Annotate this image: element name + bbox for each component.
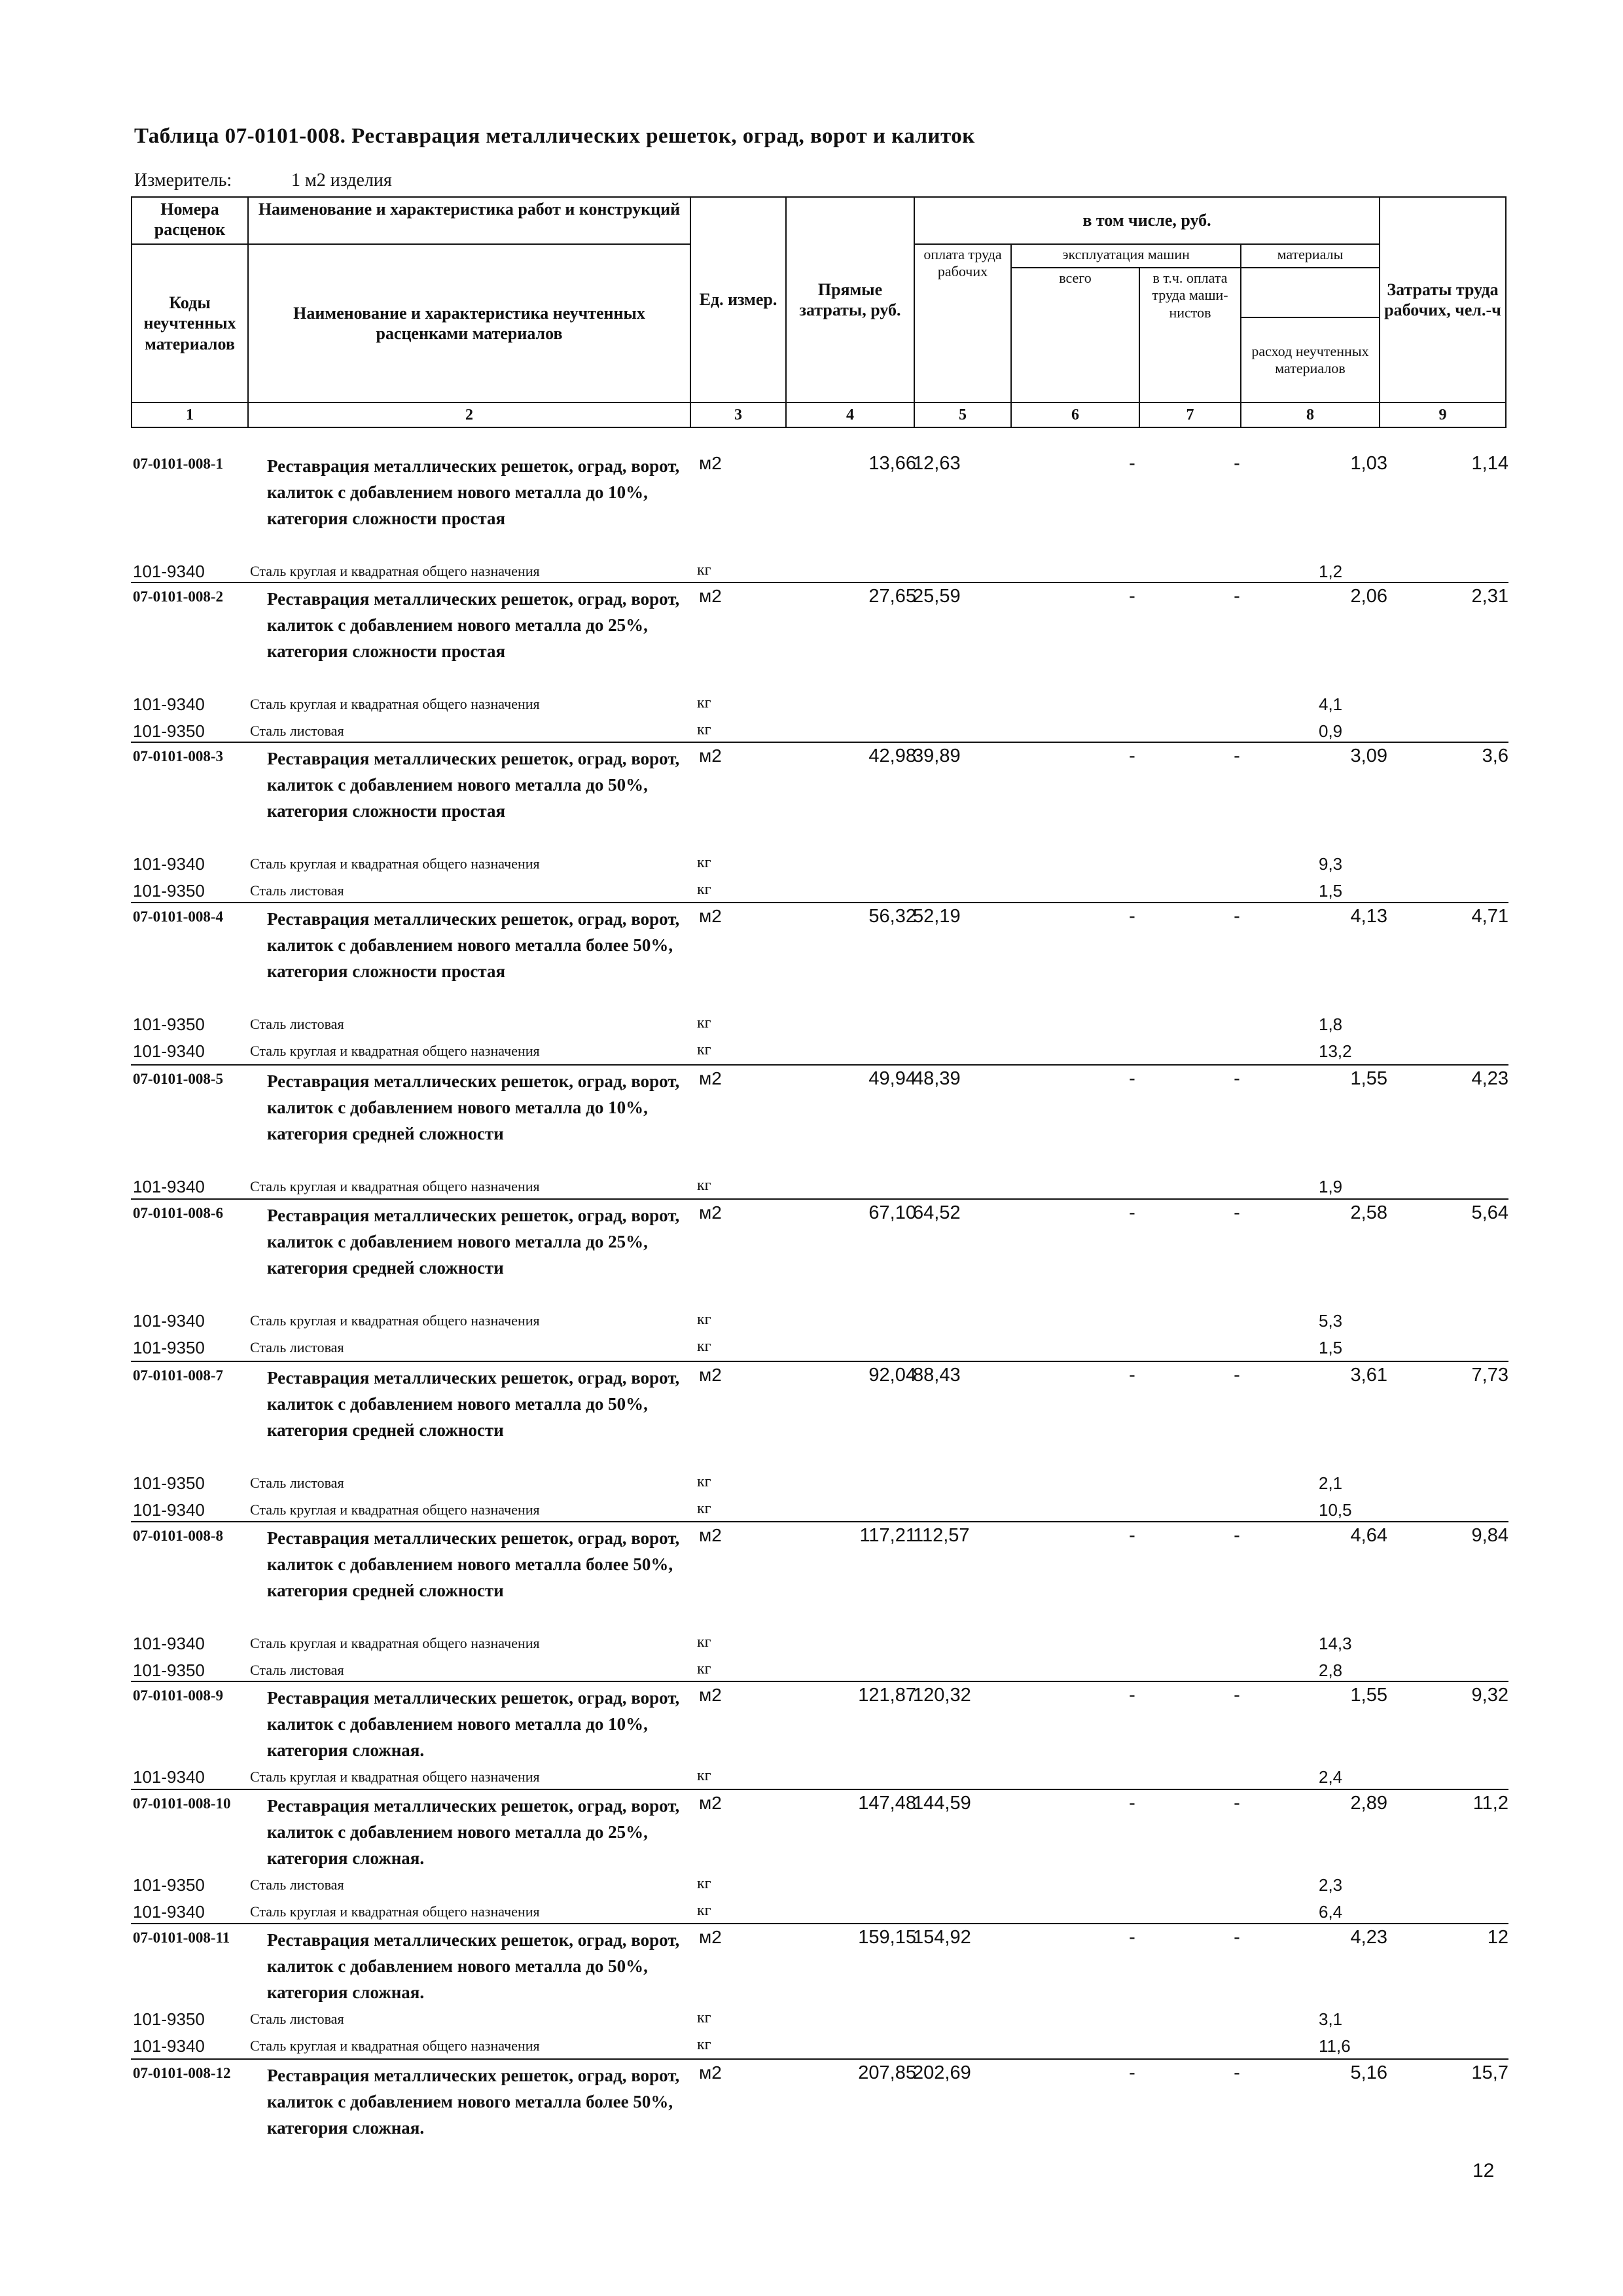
material-unit: кг	[697, 1500, 711, 1517]
header-col5: оплата труда рабочих	[914, 244, 1011, 403]
material-name: Сталь круглая и квадратная общего назначения	[250, 1178, 540, 1194]
table-title: Таблица 07-0101-008. Реставрация металлических решеток, оград, ворот и калиток	[134, 124, 975, 148]
material-code: 101-9350	[133, 1473, 205, 1493]
row-separator	[131, 1789, 1508, 1790]
header-num: 1	[132, 403, 248, 427]
material-qty: 2,1	[1319, 1473, 1343, 1493]
rate-code: 07-0101-008-10	[133, 1795, 231, 1812]
machines-total: -	[1129, 1365, 1135, 1386]
labor-hours: 5,64	[1471, 1202, 1508, 1223]
labor-hours: 3,6	[1482, 745, 1508, 766]
material-code: 101-9350	[133, 721, 205, 741]
direct-costs: 42,98	[868, 745, 916, 766]
material-name: Сталь листовая	[250, 723, 344, 739]
material-name: Сталь листовая	[250, 1475, 344, 1491]
labor-pay: 64,52	[913, 1202, 961, 1223]
material-name: Сталь листовая	[250, 1016, 344, 1032]
row-separator	[131, 2058, 1508, 2060]
direct-costs: 49,94	[868, 1068, 916, 1089]
labor-hours: 11,2	[1472, 1793, 1508, 1814]
header-materials: материалы	[1241, 244, 1380, 268]
labor-pay: 112,57	[913, 1525, 970, 1546]
header-col7: в т.ч. оплата труда маши-нистов	[1139, 268, 1241, 403]
material-qty: 3,1	[1319, 2009, 1343, 2029]
material-code: 101-9340	[133, 1767, 205, 1787]
unit: м2	[699, 1525, 722, 1545]
row-separator	[131, 1923, 1508, 1924]
material-code: 101-9340	[133, 2036, 205, 2056]
rate-code: 07-0101-008-3	[133, 748, 223, 764]
header-col8: расход неучтенных материалов	[1241, 317, 1380, 403]
header-num: 3	[690, 403, 786, 427]
unit: м2	[699, 1793, 722, 1813]
material-code: 101-9340	[133, 694, 205, 714]
header-num: 6	[1011, 403, 1139, 427]
material-name: Сталь листовая	[250, 2011, 344, 2027]
material-unit: кг	[697, 694, 711, 711]
rate-code: 07-0101-008-12	[133, 2065, 231, 2081]
material-code: 101-9350	[133, 881, 205, 901]
direct-costs: 117,21	[859, 1525, 916, 1546]
materials-cost: 2,06	[1350, 586, 1387, 607]
row-separator	[131, 1361, 1508, 1362]
labor-hours: 12	[1487, 1927, 1508, 1948]
rate-code: 07-0101-008-6	[133, 1205, 223, 1221]
unit: м2	[699, 1202, 722, 1223]
labor-pay: 12,63	[913, 453, 961, 474]
labor-pay: 52,19	[913, 906, 961, 927]
labor-hours: 4,23	[1471, 1068, 1508, 1089]
material-code: 101-9350	[133, 1875, 205, 1895]
labor-hours: 1,14	[1471, 453, 1508, 474]
row-separator	[131, 582, 1508, 583]
material-name: Сталь круглая и квадратная общего назначения	[250, 855, 540, 872]
rate-code: 07-0101-008-9	[133, 1687, 223, 1704]
direct-costs: 207,85	[858, 2062, 916, 2083]
material-unit: кг	[697, 1767, 711, 1784]
machines-total: -	[1129, 1927, 1135, 1948]
direct-costs: 27,65	[868, 586, 916, 607]
machines-total: -	[1129, 453, 1135, 474]
rate-code: 07-0101-008-11	[133, 1929, 230, 1946]
unit: м2	[699, 906, 722, 926]
material-qty: 1,5	[1319, 1338, 1343, 1357]
material-unit: кг	[697, 1041, 711, 1058]
work-description: Реставрация металлических решеток, оград, ворот, калиток с добавлением нового металла до 10%, категория средней сложности	[267, 1071, 680, 1143]
material-name: Сталь листовая	[250, 1662, 344, 1678]
material-name: Сталь круглая и квадратная общего назначения	[250, 1903, 540, 1920]
material-qty: 0,9	[1319, 721, 1343, 741]
material-code: 101-9350	[133, 1338, 205, 1357]
material-unit: кг	[697, 1014, 711, 1031]
unit: м2	[699, 1365, 722, 1385]
header-group: в том числе, руб.	[914, 197, 1380, 244]
materials-cost: 2,89	[1350, 1793, 1387, 1814]
machines-operators: -	[1234, 1365, 1240, 1386]
work-description: Реставрация металлических решеток, оград, ворот, калиток с добавлением нового металла более 50%, категория сложности простая	[267, 909, 680, 981]
material-qty: 2,3	[1319, 1875, 1343, 1895]
header-num: 8	[1241, 403, 1380, 427]
header-col2-bottom: Наименование и характеристика неучтенных расценками материалов	[248, 244, 690, 403]
unit: м2	[699, 1685, 722, 1705]
labor-hours: 9,32	[1471, 1685, 1508, 1706]
labor-hours: 15,7	[1471, 2062, 1508, 2083]
material-unit: кг	[697, 721, 711, 738]
material-qty: 2,8	[1319, 1660, 1343, 1680]
material-unit: кг	[697, 1634, 711, 1651]
labor-hours: 4,71	[1471, 906, 1508, 927]
material-unit: кг	[697, 854, 711, 871]
machines-operators: -	[1234, 1927, 1240, 1948]
material-unit: кг	[697, 2036, 711, 2053]
material-code: 101-9340	[133, 1500, 205, 1520]
material-name: Сталь круглая и квадратная общего назначения	[250, 563, 540, 579]
labor-hours: 9,84	[1471, 1525, 1508, 1546]
machines-total: -	[1129, 1793, 1135, 1814]
machines-total: -	[1129, 586, 1135, 607]
material-code: 101-9340	[133, 1041, 205, 1061]
rate-code: 07-0101-008-7	[133, 1367, 223, 1384]
direct-costs: 121,87	[858, 1685, 916, 1706]
material-qty: 2,4	[1319, 1767, 1343, 1787]
rate-code: 07-0101-008-5	[133, 1071, 223, 1087]
machines-total: -	[1129, 1525, 1135, 1546]
materials-cost: 5,16	[1350, 2062, 1387, 2083]
rate-code: 07-0101-008-4	[133, 908, 223, 925]
material-name: Сталь круглая и квадратная общего назначения	[250, 696, 540, 712]
work-description: Реставрация металлических решеток, оград, ворот, калиток с добавлением нового металла до 50%, категория сложная.	[267, 1930, 680, 2002]
materials-cost: 2,58	[1350, 1202, 1387, 1223]
machines-total: -	[1129, 906, 1135, 927]
rate-code: 07-0101-008-8	[133, 1528, 223, 1544]
direct-costs: 147,48	[858, 1793, 916, 1814]
header-col3: Ед. измер.	[690, 197, 786, 403]
material-qty: 5,3	[1319, 1311, 1343, 1331]
materials-cost: 4,64	[1350, 1525, 1387, 1546]
machines-operators: -	[1234, 2062, 1240, 2083]
unit: м2	[699, 1927, 722, 1947]
machines-operators: -	[1234, 1685, 1240, 1706]
materials-cost: 1,03	[1350, 453, 1387, 474]
material-unit: кг	[697, 881, 711, 898]
unit: м2	[699, 586, 722, 606]
material-unit: кг	[697, 562, 711, 579]
header-machines: эксплуатация машин	[1011, 244, 1241, 268]
work-description: Реставрация металлических решеток, оград, ворот, калиток с добавлением нового металла до 50%, категория сложности простая	[267, 749, 680, 821]
header-col4: Прямые затраты, руб.	[786, 197, 914, 403]
materials-cost: 1,55	[1350, 1068, 1387, 1089]
machines-operators: -	[1234, 906, 1240, 927]
material-code: 101-9350	[133, 1014, 205, 1034]
header-col1-top: Номера расценок	[132, 197, 248, 244]
labor-pay: 144,59	[913, 1793, 971, 1814]
labor-hours: 2,31	[1471, 586, 1508, 607]
material-unit: кг	[697, 1902, 711, 1919]
row-separator	[131, 1521, 1508, 1522]
material-qty: 1,5	[1319, 881, 1343, 901]
header-num: 9	[1380, 403, 1506, 427]
material-name: Сталь листовая	[250, 1876, 344, 1893]
labor-pay: 88,43	[913, 1365, 961, 1386]
material-name: Сталь круглая и квадратная общего назначения	[250, 1501, 540, 1518]
machines-operators: -	[1234, 745, 1240, 766]
labor-pay: 39,89	[913, 745, 961, 766]
materials-cost: 3,61	[1350, 1365, 1387, 1386]
rate-code: 07-0101-008-2	[133, 588, 223, 605]
labor-pay: 154,92	[913, 1927, 971, 1948]
machines-operators: -	[1234, 1202, 1240, 1223]
material-name: Сталь круглая и квадратная общего назначения	[250, 1043, 540, 1059]
work-description: Реставрация металлических решеток, оград, ворот, калиток с добавлением нового металла до 10%, категория сложности простая	[267, 456, 680, 528]
header-col1-bottom: Коды неучтенных материалов	[132, 244, 248, 403]
row-separator	[131, 1198, 1508, 1200]
header-num: 2	[248, 403, 690, 427]
direct-costs: 56,32	[868, 906, 916, 927]
materials-cost: 4,13	[1350, 906, 1387, 927]
direct-costs: 67,10	[868, 1202, 916, 1223]
header-num: 5	[914, 403, 1011, 427]
header-num: 4	[786, 403, 914, 427]
unit: м2	[699, 745, 722, 766]
unit: м2	[699, 1068, 722, 1088]
labor-pay: 120,32	[913, 1685, 971, 1706]
labor-pay: 25,59	[913, 586, 961, 607]
material-code: 101-9340	[133, 1177, 205, 1196]
labor-pay: 202,69	[913, 2062, 971, 2083]
machines-total: -	[1129, 1202, 1135, 1223]
machines-total: -	[1129, 1068, 1135, 1089]
material-qty: 1,9	[1319, 1177, 1343, 1196]
material-code: 101-9340	[133, 1902, 205, 1922]
measure-value: 1 м2 изделия	[291, 170, 392, 190]
row-separator	[131, 1681, 1508, 1682]
material-name: Сталь круглая и квадратная общего назначения	[250, 2037, 540, 2054]
machines-total: -	[1129, 745, 1135, 766]
material-name: Сталь листовая	[250, 882, 344, 899]
direct-costs: 159,15	[858, 1927, 916, 1948]
material-code: 101-9340	[133, 1634, 205, 1653]
labor-pay: 48,39	[913, 1068, 961, 1089]
material-unit: кг	[697, 1660, 711, 1677]
machines-operators: -	[1234, 1068, 1240, 1089]
work-description: Реставрация металлических решеток, оград, ворот, калиток с добавлением нового металла до 10%, категория сложная.	[267, 1688, 680, 1760]
machines-operators: -	[1234, 453, 1240, 474]
materials-cost: 4,23	[1350, 1927, 1387, 1948]
work-description: Реставрация металлических решеток, оград, ворот, калиток с добавлением нового металла до 25%, категория средней сложности	[267, 1206, 680, 1278]
work-description: Реставрация металлических решеток, оград, ворот, калиток с добавлением нового металла до 25%, категория сложная.	[267, 1796, 680, 1868]
materials-cost: 3,09	[1350, 745, 1387, 766]
material-qty: 1,8	[1319, 1014, 1343, 1034]
material-unit: кг	[697, 1311, 711, 1328]
rate-code: 07-0101-008-1	[133, 456, 223, 472]
material-qty: 9,3	[1319, 854, 1343, 874]
material-unit: кг	[697, 1875, 711, 1892]
material-qty: 6,4	[1319, 1902, 1343, 1922]
material-name: Сталь круглая и квадратная общего назначения	[250, 1635, 540, 1651]
materials-cost: 1,55	[1350, 1685, 1387, 1706]
labor-hours: 7,73	[1471, 1365, 1508, 1386]
unit: м2	[699, 453, 722, 473]
header-col9: Затраты труда рабочих, чел.-ч	[1380, 197, 1506, 403]
material-qty: 14,3	[1319, 1634, 1352, 1653]
material-code: 101-9340	[133, 562, 205, 581]
machines-total: -	[1129, 2062, 1135, 2083]
header-col6: всего	[1011, 268, 1139, 403]
material-name: Сталь круглая и квадратная общего назначения	[250, 1312, 540, 1329]
material-unit: кг	[697, 1177, 711, 1194]
row-separator	[131, 1064, 1508, 1066]
material-name: Сталь листовая	[250, 1339, 344, 1355]
machines-total: -	[1129, 1685, 1135, 1706]
material-qty: 1,2	[1319, 562, 1343, 581]
material-qty: 10,5	[1319, 1500, 1352, 1520]
material-unit: кг	[697, 2009, 711, 2026]
work-description: Реставрация металлических решеток, оград, ворот, калиток с добавлением нового металла более 50%, категория сложная.	[267, 2066, 680, 2138]
machines-operators: -	[1234, 586, 1240, 607]
header-col2-top: Наименование и характеристика работ и конструкций	[248, 197, 690, 244]
material-qty: 13,2	[1319, 1041, 1352, 1061]
direct-costs: 13,66	[868, 453, 916, 474]
work-description: Реставрация металлических решеток, оград, ворот, калиток с добавлением нового металла до 50%, категория средней сложности	[267, 1368, 680, 1440]
unit: м2	[699, 2062, 722, 2083]
material-unit: кг	[697, 1338, 711, 1355]
header-num: 7	[1139, 403, 1241, 427]
material-code: 101-9340	[133, 854, 205, 874]
row-separator	[131, 902, 1508, 903]
material-code: 101-9350	[133, 2009, 205, 2029]
work-description: Реставрация металлических решеток, оград, ворот, калиток с добавлением нового металла более 50%, категория средней сложности	[267, 1528, 680, 1600]
row-separator	[131, 742, 1508, 743]
page-number: 12	[1472, 2160, 1495, 2181]
material-qty: 11,6	[1319, 2036, 1351, 2056]
measure-label: Измеритель:	[134, 170, 232, 190]
work-description: Реставрация металлических решеток, оград, ворот, калиток с добавлением нового металла до 25%, категория сложности простая	[267, 589, 680, 661]
machines-operators: -	[1234, 1793, 1240, 1814]
material-code: 101-9340	[133, 1311, 205, 1331]
machines-operators: -	[1234, 1525, 1240, 1546]
material-code: 101-9350	[133, 1660, 205, 1680]
direct-costs: 92,04	[868, 1365, 916, 1386]
material-qty: 4,1	[1319, 694, 1343, 714]
material-unit: кг	[697, 1473, 711, 1490]
material-name: Сталь круглая и квадратная общего назначения	[250, 1768, 540, 1785]
